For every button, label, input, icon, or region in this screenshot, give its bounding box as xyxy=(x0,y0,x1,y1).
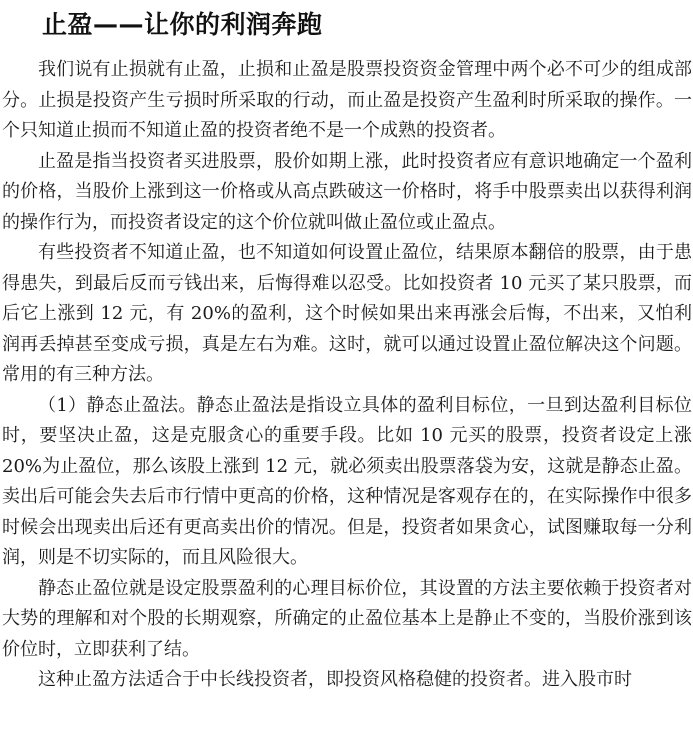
paragraph-3: 有些投资者不知道止盈，也不知道如何设置止盈位，结果原本翻倍的股票，由于患得患失，到最后反而亏钱出来，后悔得难以忍受。比如投资者 10 元买了某只股票，而后它上涨到 12 元，有 20%的盈利，这个时候如果出来再涨会后悔，不出来，又怕利润再丢掉甚至变成亏损，真是左右为难。这时，就可以通过设置止盈位解决这个问题。常用的有三种方法。 xyxy=(2,242,692,385)
paragraph-5: 静态止盈位就是设定股票盈利的心理目标价位，其设置的方法主要依赖于投资者对大势的理解和对个股的长期观察，所确定的止盈位基本上是静止不变的，当股价涨到该价位时，立即获利了结。 xyxy=(2,577,692,660)
page-title: 止盈——让你的利润奔跑 xyxy=(42,10,323,39)
paragraph-6: 这种止盈方法适合于中长线投资者，即投资风格稳健的投资者。进入股市时 xyxy=(38,669,632,690)
paragraph-2: 止盈是指当投资者买进股票，股价如期上涨，此时投资者应有意识地确定一个盈利的价格，当股价上涨到这一价格或从高点跌破这一价格时，将手中股票卖出以获得利润的操作行为，而投资者设定的这个价位就叫做止盈位或止盈点。 xyxy=(2,150,692,233)
paragraph-4: （1）静态止盈法。静态止盈法是指设立具体的盈利目标位，一旦到达盈利目标位时，要坚决止盈，这是克服贪心的重要手段。比如 10 元买的股票，投资者设定上涨 20%为止盈位，那么该股上涨到 12 元，就必须卖出股票落袋为安，这就是静态止盈。卖出后可能会失去后市行情中更高的价格，这种情况是客观存在的，在实际操作中很多时候会出现卖出后还有更高卖出价的情况。但是，投资者如果贪心，试图赚取每一分利润，则是不切实际的，而且风险很大。 xyxy=(2,394,692,568)
article-body xyxy=(2,55,692,696)
paragraph-1: 我们说有止损就有止盈，止损和止盈是股票投资资金管理中两个必不可少的组成部分。止损是投资产生亏损时所采取的行动，而止盈是投资产生盈利时所采取的操作。一个只知道止损而不知道止盈的投资者绝不是一个成熟的投资者。 xyxy=(2,59,692,141)
